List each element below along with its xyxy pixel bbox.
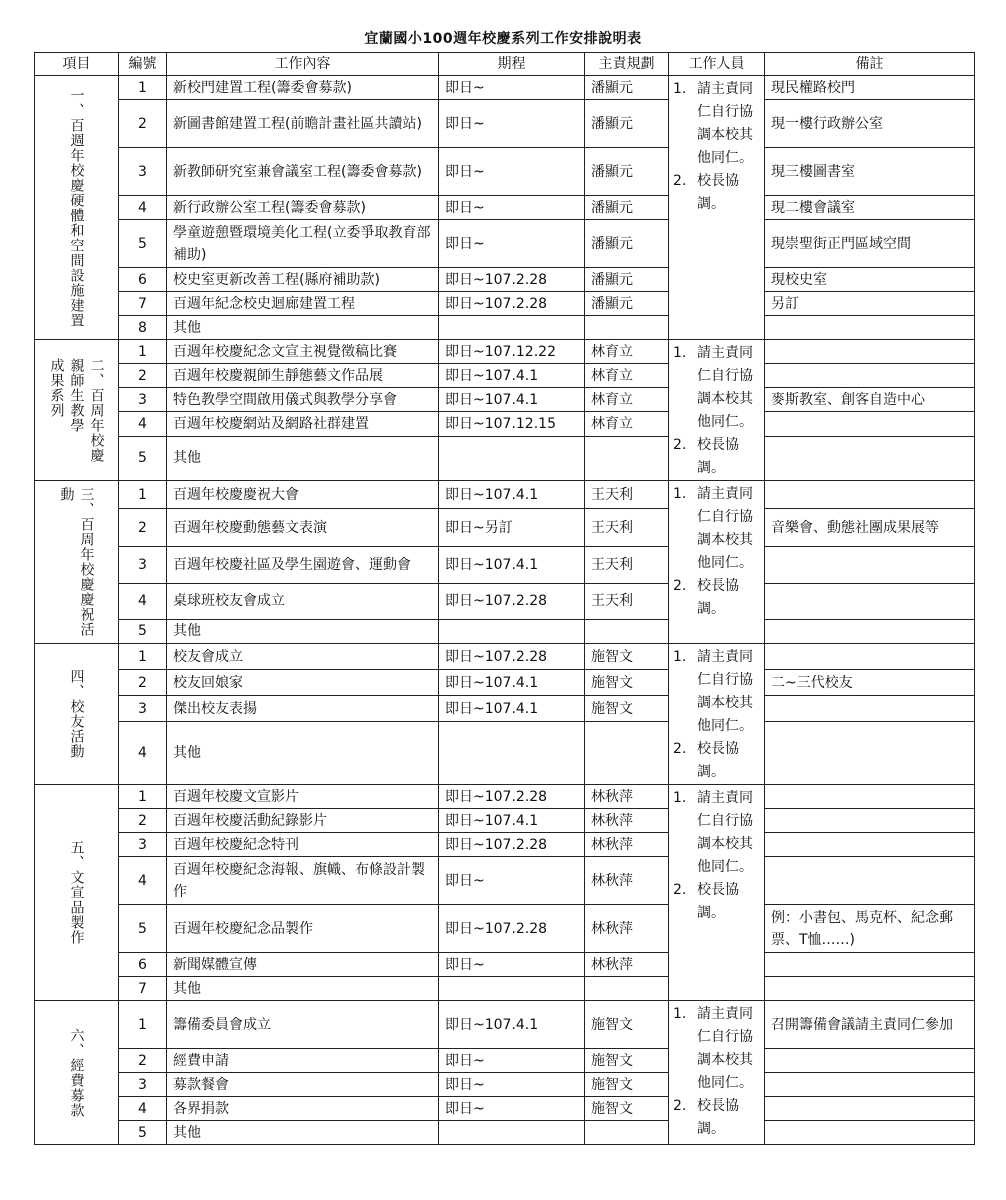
category-cell xyxy=(35,785,119,1001)
work-content: 百週年校慶活動紀錄影片 xyxy=(167,809,439,833)
item-number: 1 xyxy=(119,1001,167,1049)
work-content: 其他 xyxy=(167,1121,439,1145)
item-number: 3 xyxy=(119,696,167,722)
item-number: 4 xyxy=(119,196,167,220)
item-number: 5 xyxy=(119,220,167,268)
remark xyxy=(765,547,975,583)
staff-instructions xyxy=(673,483,760,621)
schedule: 即日~107.12.22 xyxy=(439,340,585,364)
owner: 王天利 xyxy=(585,481,669,509)
table-row xyxy=(35,644,975,670)
table-row xyxy=(35,953,975,977)
owner: 林秋萍 xyxy=(585,809,669,833)
work-content: 各界捐款 xyxy=(167,1097,439,1121)
instruction-text: 校長協調。 xyxy=(697,437,739,476)
instruction-number: 1. xyxy=(673,1006,687,1022)
owner: 林秋萍 xyxy=(585,905,669,953)
remark xyxy=(765,644,975,670)
item-number: 2 xyxy=(119,509,167,547)
item-number: 1 xyxy=(119,481,167,509)
work-plan-table xyxy=(34,52,975,1145)
remark xyxy=(765,316,975,340)
category-text: 親師生教學 xyxy=(68,357,85,433)
instruction-text: 請主責同仁自行協調本校其他同仁。 xyxy=(697,486,753,571)
instruction-text: 請主責同仁自行協調本校其他同仁。 xyxy=(697,790,753,875)
work-content: 新校門建置工程(籌委會募款) xyxy=(167,76,439,100)
remark: 例：小書包、馬克杯、紀念郵票、T恤……) xyxy=(765,905,975,953)
owner: 林秋萍 xyxy=(585,857,669,905)
item-number: 1 xyxy=(119,785,167,809)
remark: 現一樓行政辦公室 xyxy=(765,100,975,148)
instruction-text: 校長協調。 xyxy=(697,882,739,921)
owner: 潘顯元 xyxy=(585,292,669,316)
table-row xyxy=(35,196,975,220)
remark xyxy=(765,833,975,857)
owner: 潘顯元 xyxy=(585,76,669,100)
remark: 現二樓會議室 xyxy=(765,196,975,220)
owner: 林育立 xyxy=(585,388,669,412)
work-content: 其他 xyxy=(167,436,439,480)
work-content: 新行政辦公室工程(籌委會募款) xyxy=(167,196,439,220)
item-number: 4 xyxy=(119,412,167,436)
work-content: 新聞媒體宣傳 xyxy=(167,953,439,977)
staff-instructions xyxy=(673,1003,760,1141)
item-number: 3 xyxy=(119,1073,167,1097)
work-content: 其他 xyxy=(167,722,439,785)
item-number: 6 xyxy=(119,953,167,977)
category-label xyxy=(37,358,116,463)
remark xyxy=(765,1121,975,1145)
owner: 施智文 xyxy=(585,670,669,696)
schedule: 即日~ xyxy=(439,857,585,905)
item-number: 1 xyxy=(119,644,167,670)
table-row xyxy=(35,619,975,643)
remark xyxy=(765,619,975,643)
owner: 林秋萍 xyxy=(585,833,669,857)
schedule: 即日~107.2.28 xyxy=(439,268,585,292)
owner: 林育立 xyxy=(585,364,669,388)
owner: 潘顯元 xyxy=(585,268,669,292)
staff-cell xyxy=(669,481,765,644)
instruction-number: 1. xyxy=(673,81,687,97)
work-content: 學童遊憩暨環境美化工程(立委爭取教育部補助) xyxy=(167,220,439,268)
work-content: 籌備委員會成立 xyxy=(167,1001,439,1049)
schedule: 即日~另訂 xyxy=(439,509,585,547)
work-content: 其他 xyxy=(167,977,439,1001)
staff-cell xyxy=(669,644,765,785)
owner xyxy=(585,977,669,1001)
item-number: 2 xyxy=(119,364,167,388)
staff-instructions xyxy=(673,646,760,784)
header-row xyxy=(35,53,975,76)
category-label xyxy=(37,1028,116,1118)
schedule: 即日~107.4.1 xyxy=(439,696,585,722)
schedule xyxy=(439,619,585,643)
owner: 王天利 xyxy=(585,583,669,619)
staff-instructions xyxy=(673,787,760,925)
category-label xyxy=(37,487,116,637)
staff-cell xyxy=(669,785,765,1001)
remark: 現三樓圖書室 xyxy=(765,148,975,196)
table-row xyxy=(35,857,975,905)
instruction-text: 請主責同仁自行協調本校其他同仁。 xyxy=(697,649,753,734)
owner: 林育立 xyxy=(585,412,669,436)
owner: 施智文 xyxy=(585,1073,669,1097)
owner: 施智文 xyxy=(585,1049,669,1073)
owner: 施智文 xyxy=(585,1097,669,1121)
category-text: 一、百週年校慶硬體和空間設施建置 xyxy=(68,87,85,328)
item-number: 4 xyxy=(119,857,167,905)
owner: 林育立 xyxy=(585,340,669,364)
remark: 另訂 xyxy=(765,292,975,316)
owner xyxy=(585,1121,669,1145)
schedule xyxy=(439,722,585,785)
instruction-number: 1. xyxy=(673,486,687,502)
remark xyxy=(765,1097,975,1121)
work-content: 校友會成立 xyxy=(167,644,439,670)
category-text: 成果系列 xyxy=(48,357,65,418)
schedule: 即日~ xyxy=(439,76,585,100)
remark xyxy=(765,436,975,480)
work-content: 百週年校慶紀念品製作 xyxy=(167,905,439,953)
remark: 現崇聖街正門區域空間 xyxy=(765,220,975,268)
category-label xyxy=(37,840,116,945)
work-content: 百週年校慶網站及網路社群建置 xyxy=(167,412,439,436)
schedule: 即日~ xyxy=(439,100,585,148)
schedule: 即日~107.4.1 xyxy=(439,388,585,412)
staff-cell xyxy=(669,340,765,481)
item-number: 3 xyxy=(119,388,167,412)
work-content: 經費申請 xyxy=(167,1049,439,1073)
item-number: 5 xyxy=(119,1121,167,1145)
work-content: 百週年校慶紀念海報、旗幟、布條設計製作 xyxy=(167,857,439,905)
table-row xyxy=(35,696,975,722)
schedule xyxy=(439,316,585,340)
schedule xyxy=(439,1121,585,1145)
table-row xyxy=(35,292,975,316)
work-content: 校友回娘家 xyxy=(167,670,439,696)
schedule xyxy=(439,436,585,480)
item-number: 4 xyxy=(119,1097,167,1121)
schedule: 即日~ xyxy=(439,1097,585,1121)
staff-instruction-item xyxy=(673,434,760,480)
staff-instruction-item xyxy=(673,787,760,879)
work-content: 募款餐會 xyxy=(167,1073,439,1097)
category-cell xyxy=(35,76,119,340)
item-number: 2 xyxy=(119,1049,167,1073)
schedule: 即日~ xyxy=(439,220,585,268)
remark xyxy=(765,857,975,905)
schedule: 即日~107.4.1 xyxy=(439,547,585,583)
remark xyxy=(765,809,975,833)
table-row xyxy=(35,1073,975,1097)
owner: 施智文 xyxy=(585,696,669,722)
item-number: 5 xyxy=(119,905,167,953)
staff-instruction-item xyxy=(673,170,760,216)
remark xyxy=(765,1073,975,1097)
item-number: 1 xyxy=(119,340,167,364)
remark xyxy=(765,412,975,436)
work-content: 百週年校慶紀念特刊 xyxy=(167,833,439,857)
schedule: 即日~107.4.1 xyxy=(439,481,585,509)
table-row xyxy=(35,364,975,388)
category-cell xyxy=(35,481,119,644)
header-staff: 工作人員 xyxy=(669,53,765,76)
staff-instructions xyxy=(673,78,760,216)
owner xyxy=(585,722,669,785)
table-row xyxy=(35,1097,975,1121)
schedule xyxy=(439,977,585,1001)
table-row xyxy=(35,722,975,785)
owner: 林秋萍 xyxy=(585,785,669,809)
item-number: 5 xyxy=(119,436,167,480)
table-row xyxy=(35,785,975,809)
item-number: 2 xyxy=(119,809,167,833)
staff-instruction-item xyxy=(673,738,760,784)
owner: 林秋萍 xyxy=(585,953,669,977)
remark: 音樂會、動態社團成果展等 xyxy=(765,509,975,547)
work-content: 特色教學空間啟用儀式與教學分享會 xyxy=(167,388,439,412)
instruction-text: 請主責同仁自行協調本校其他同仁。 xyxy=(697,1006,753,1091)
work-content: 百週年校慶紀念文宣主視覺徵稿比賽 xyxy=(167,340,439,364)
work-content: 百週年校慶文宣影片 xyxy=(167,785,439,809)
schedule: 即日~ xyxy=(439,1049,585,1073)
staff-instruction-item xyxy=(673,1095,760,1141)
staff-instruction-item xyxy=(673,78,760,170)
schedule: 即日~107.4.1 xyxy=(439,364,585,388)
owner: 王天利 xyxy=(585,547,669,583)
schedule: 即日~107.2.28 xyxy=(439,644,585,670)
instruction-number: 2. xyxy=(673,741,687,757)
instruction-number: 1. xyxy=(673,790,687,806)
category-label xyxy=(37,669,116,759)
remark xyxy=(765,722,975,785)
item-number: 4 xyxy=(119,722,167,785)
remark xyxy=(765,481,975,509)
category-text: 二、百周年校慶 xyxy=(88,357,105,463)
table-row xyxy=(35,412,975,436)
instruction-number: 2. xyxy=(673,173,687,189)
work-content: 傑出校友表揚 xyxy=(167,696,439,722)
item-number: 3 xyxy=(119,833,167,857)
staff-instruction-item xyxy=(673,1003,760,1095)
owner xyxy=(585,436,669,480)
table-row xyxy=(35,1001,975,1049)
remark: 現校史室 xyxy=(765,268,975,292)
instruction-text: 校長協調。 xyxy=(697,1098,739,1137)
owner: 施智文 xyxy=(585,1001,669,1049)
remark: 現民權路校門 xyxy=(765,76,975,100)
schedule: 即日~107.2.28 xyxy=(439,905,585,953)
schedule: 即日~107.4.1 xyxy=(439,1001,585,1049)
table-row xyxy=(35,220,975,268)
header-number: 編號 xyxy=(119,53,167,76)
work-content: 百週年校慶社區及學生園遊會、運動會 xyxy=(167,547,439,583)
schedule: 即日~107.2.28 xyxy=(439,292,585,316)
work-content: 百週年校慶親師生靜態藝文作品展 xyxy=(167,364,439,388)
instruction-number: 1. xyxy=(673,649,687,665)
item-number: 1 xyxy=(119,76,167,100)
schedule: 即日~ xyxy=(439,148,585,196)
staff-instruction-item xyxy=(673,646,760,738)
category-label xyxy=(37,88,116,328)
table-row xyxy=(35,977,975,1001)
header-category: 項目 xyxy=(35,53,119,76)
instruction-text: 校長協調。 xyxy=(697,741,739,780)
table-row xyxy=(35,268,975,292)
category-cell xyxy=(35,644,119,785)
table-row xyxy=(35,100,975,148)
table-row xyxy=(35,905,975,953)
table-row xyxy=(35,833,975,857)
work-content: 其他 xyxy=(167,316,439,340)
owner: 潘顯元 xyxy=(585,148,669,196)
table-row xyxy=(35,1121,975,1145)
table-row xyxy=(35,481,975,509)
table-row xyxy=(35,547,975,583)
owner: 潘顯元 xyxy=(585,196,669,220)
table-row xyxy=(35,388,975,412)
category-cell xyxy=(35,340,119,481)
document-title: 宜蘭國小100週年校慶系列工作安排說明表 xyxy=(364,31,642,47)
staff-instruction-item xyxy=(673,342,760,434)
remark: 麥斯教室、創客自造中心 xyxy=(765,388,975,412)
header-content: 工作內容 xyxy=(167,53,439,76)
item-number: 5 xyxy=(119,619,167,643)
category-text: 五、文宣品製作 xyxy=(68,840,85,945)
staff-instruction-item xyxy=(673,879,760,925)
owner: 王天利 xyxy=(585,509,669,547)
header-note: 備註 xyxy=(765,53,975,76)
work-content: 百週年校慶動態藝文表演 xyxy=(167,509,439,547)
owner xyxy=(585,619,669,643)
category-text: 六、經費募款 xyxy=(68,1027,85,1118)
instruction-text: 校長協調。 xyxy=(697,578,739,617)
schedule: 即日~107.12.15 xyxy=(439,412,585,436)
category-text: 四、校友活動 xyxy=(68,669,85,759)
staff-cell xyxy=(669,76,765,340)
instruction-text: 校長協調。 xyxy=(697,173,739,212)
owner: 施智文 xyxy=(585,644,669,670)
item-number: 7 xyxy=(119,977,167,1001)
instruction-number: 2. xyxy=(673,1098,687,1114)
category-text: 動 xyxy=(58,487,75,502)
schedule: 即日~107.2.28 xyxy=(439,785,585,809)
item-number: 8 xyxy=(119,316,167,340)
schedule: 即日~107.2.28 xyxy=(439,833,585,857)
remark xyxy=(765,977,975,1001)
instruction-number: 2. xyxy=(673,882,687,898)
schedule: 即日~ xyxy=(439,196,585,220)
table-row xyxy=(35,316,975,340)
staff-instruction-item xyxy=(673,483,760,575)
work-content: 桌球班校友會成立 xyxy=(167,583,439,619)
work-content: 校史室更新改善工程(縣府補助款) xyxy=(167,268,439,292)
remark xyxy=(765,364,975,388)
instruction-text: 請主責同仁自行協調本校其他同仁。 xyxy=(697,345,753,430)
schedule: 即日~107.2.28 xyxy=(439,583,585,619)
item-number: 6 xyxy=(119,268,167,292)
item-number: 2 xyxy=(119,100,167,148)
remark: 二~三代校友 xyxy=(765,670,975,696)
remark xyxy=(765,953,975,977)
remark xyxy=(765,1049,975,1073)
remark xyxy=(765,583,975,619)
schedule: 即日~ xyxy=(439,1073,585,1097)
schedule: 即日~107.4.1 xyxy=(439,809,585,833)
instruction-text: 請主責同仁自行協調本校其他同仁。 xyxy=(697,81,753,166)
owner xyxy=(585,316,669,340)
remark xyxy=(765,696,975,722)
table-row xyxy=(35,340,975,364)
item-number: 7 xyxy=(119,292,167,316)
table-row xyxy=(35,1049,975,1073)
remark xyxy=(765,785,975,809)
owner: 潘顯元 xyxy=(585,220,669,268)
work-content: 新教師研究室兼會議室工程(籌委會募款) xyxy=(167,148,439,196)
schedule: 即日~107.4.1 xyxy=(439,670,585,696)
header-schedule: 期程 xyxy=(439,53,585,76)
table-row xyxy=(35,436,975,480)
work-content: 新圖書館建置工程(前瞻計畫社區共讀站) xyxy=(167,100,439,148)
staff-instructions xyxy=(673,342,760,480)
table-row xyxy=(35,148,975,196)
item-number: 3 xyxy=(119,547,167,583)
owner: 潘顯元 xyxy=(585,100,669,148)
table-row xyxy=(35,670,975,696)
item-number: 3 xyxy=(119,148,167,196)
staff-cell xyxy=(669,1001,765,1145)
remark: 召開籌備會議請主責同仁參加 xyxy=(765,1001,975,1049)
remark xyxy=(765,340,975,364)
table-row xyxy=(35,809,975,833)
work-content: 百週年校慶慶祝大會 xyxy=(167,481,439,509)
instruction-number: 2. xyxy=(673,437,687,453)
table-row xyxy=(35,583,975,619)
work-content: 百週年紀念校史迴廊建置工程 xyxy=(167,292,439,316)
schedule: 即日~ xyxy=(439,953,585,977)
header-owner: 主責規劃 xyxy=(585,53,669,76)
table-row xyxy=(35,509,975,547)
item-number: 2 xyxy=(119,670,167,696)
table-row xyxy=(35,76,975,100)
category-cell xyxy=(35,1001,119,1145)
category-text: 三、百周年校慶慶祝活 xyxy=(78,487,95,637)
item-number: 4 xyxy=(119,583,167,619)
staff-instruction-item xyxy=(673,575,760,621)
instruction-number: 1. xyxy=(673,345,687,361)
work-content: 其他 xyxy=(167,619,439,643)
instruction-number: 2. xyxy=(673,578,687,594)
